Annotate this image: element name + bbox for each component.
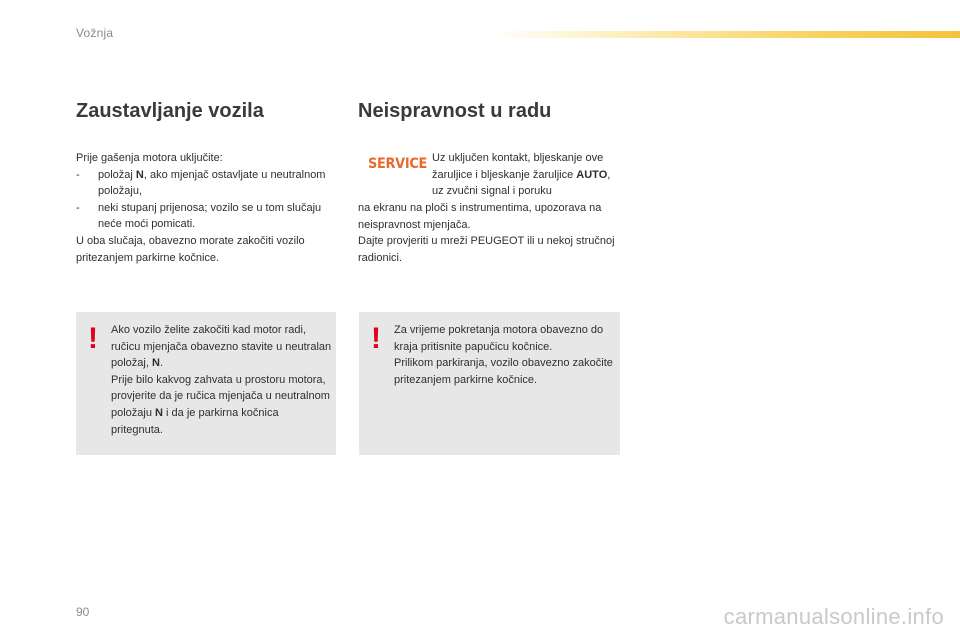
list-item [76,200,338,233]
left-warning-box [76,312,336,455]
list-item [76,167,338,200]
watermark-text: carmanualsonline.info [723,604,944,629]
right-section-title: Neispravnost u radu [358,100,552,122]
list-text: položaj N, ako mjenjač ostavljate u neutralnom položaju, [98,168,326,198]
left-intro: Prije gašenja motora uključite: [76,152,223,164]
list-dash: - [76,168,80,181]
right-warning-box [359,312,620,455]
header-gradient-bar [490,31,960,38]
section-label: Vožnja [76,26,114,40]
list-dash: - [76,201,80,214]
right-body: na ekranu na ploči s instrumentima, upozorava na neispravnost mjenjača. Dajte provjeriti u mreži PEUGEOT ili u nekoj stručnoj radionici. [358,202,615,264]
right-warning-text: Za vrijeme pokretanja motora obavezno do kraja pritisnite papučicu kočnice. Prilikom parkiranja, vozilo obavezno zakočite pritezanjem parkirne kočnice. [394,324,613,386]
left-section-title: Zaustavljanje vozila [76,100,264,122]
list-text: neki stupanj prijenosa; vozilo se u tom slučaju neće moći pomicati. [98,201,322,231]
service-warning-lamp-icon: SERVICE [368,156,428,172]
warning-exclamation-icon: ! [88,322,98,355]
left-body [76,150,338,266]
left-outro: U oba slučaja, obavezno morate zakočiti vozilo pritezanjem parkirne kočnice. [76,234,305,264]
right-body-indented: Uz uključen kontakt, bljeskanje ove žaruljice i bljeskanje žaruljice AUTO, uz zvučni signal i poruku [432,152,611,198]
page-number: 90 [76,605,90,619]
left-warning-text: Ako vozilo želite zakočiti kad motor radi, ručicu mjenjača obavezno stavite u neutralan položaj, N. Prije bilo kakvog zahvata u prostoru motora, provjerite da je ručica mjenjača u neutralnom položaju N i da je parkirna kočnica pritegnuta. [111,324,332,436]
warning-exclamation-icon: ! [371,322,381,355]
